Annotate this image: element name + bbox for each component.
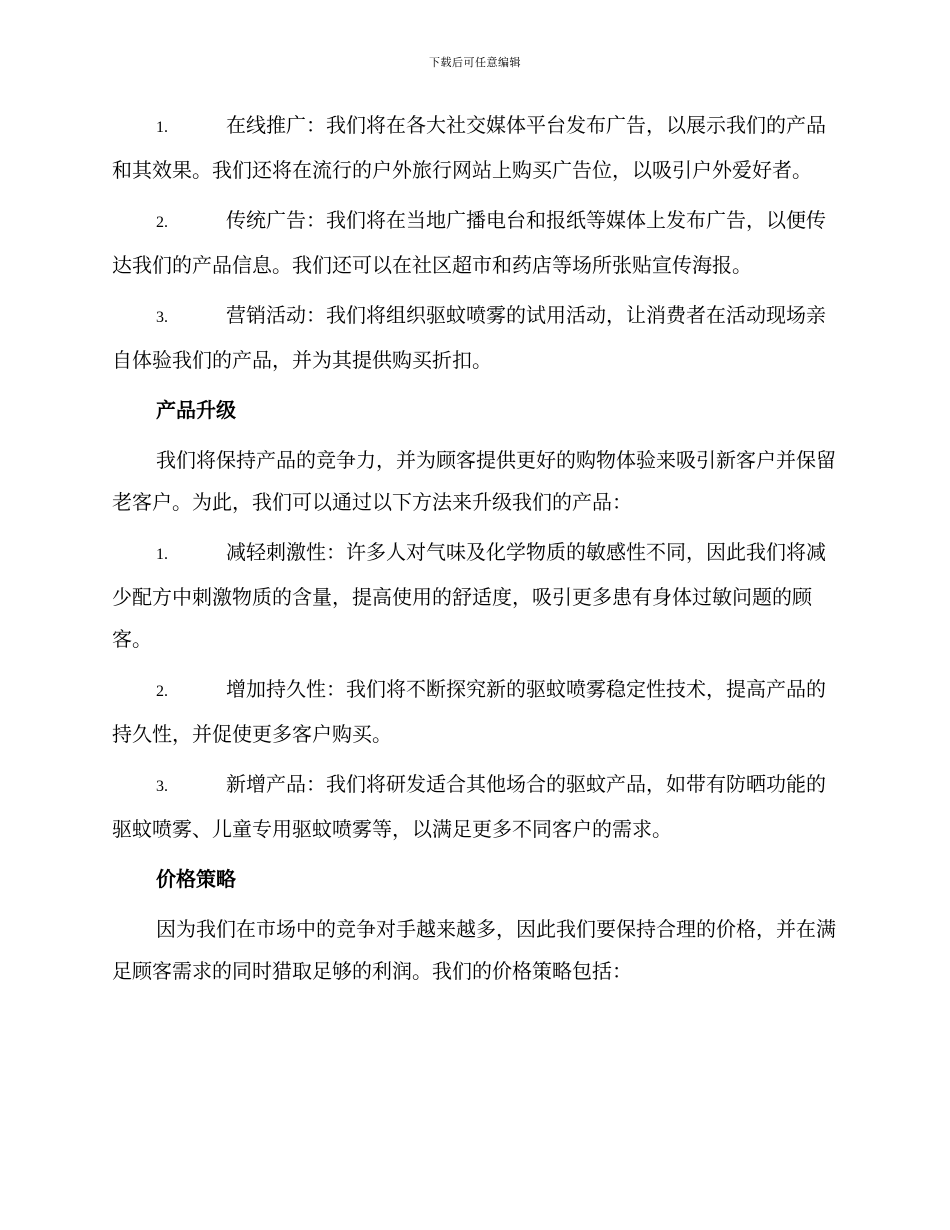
- list-number: 3.: [156, 309, 168, 326]
- list-item-text: 营销活动：我们将组织驱蚊喷雾的试用活动，让消费者在活动现场亲自体验我们的产品，并为其提供购买折扣。: [112, 303, 826, 372]
- list-number: 3.: [156, 778, 168, 795]
- list-item-text: 在线推广：我们将在各大社交媒体平台发布广告，以展示我们的产品和其效果。我们还将在流行的户外旅行网站上购买广告位，以吸引户外爱好者。: [112, 113, 826, 182]
- section-heading-upgrade: 产品升级: [156, 398, 236, 422]
- paragraph-upgrade-intro: 我们将保持产品的竞争力，并为顾客提供更好的购物体验来吸引新客户并保留老客户。为此，我们可以通过以下方法来升级我们的产品：: [112, 448, 836, 514]
- list-item-text: 减轻刺激性：许多人对气味及化学物质的敏感性不同，因此我们将减少配方中刺激物质的含量，提高使用的舒适度，吸引更多患有身体过敏问题的顾客。: [112, 540, 826, 651]
- page-header: 下载后可任意编辑: [429, 56, 521, 69]
- list-item: [112, 668, 836, 755]
- list-item: [112, 763, 836, 850]
- list-number: 2.: [156, 214, 168, 231]
- document-body: [112, 104, 836, 1000]
- list-item-text: 传统广告：我们将在当地广播电台和报纸等媒体上发布广告，以便传达我们的产品信息。我们还可以在社区超市和药店等场所张贴宣传海报。: [112, 208, 826, 277]
- list-number: 1.: [156, 119, 168, 136]
- list-number: 2.: [156, 683, 168, 700]
- list-item: [112, 104, 836, 191]
- paragraph-price-intro: 因为我们在市场中的竞争对手越来越多，因此我们要保持合理的价格，并在满足顾客需求的同时猎取足够的利润。我们的价格策略包括：: [112, 917, 836, 983]
- list-item: [112, 294, 836, 381]
- list-number: 1.: [156, 546, 168, 563]
- section-heading-price: 价格策略: [156, 867, 236, 891]
- list-item-text: 新增产品：我们将研发适合其他场合的驱蚊产品，如带有防晒功能的驱蚊喷雾、儿童专用驱蚊喷雾等，以满足更多不同客户的需求。: [112, 772, 826, 841]
- list-item: [112, 531, 836, 660]
- list-item-text: 增加持久性：我们将不断探究新的驱蚊喷雾稳定性技术，提高产品的持久性，并促使更多客户购买。: [112, 677, 826, 746]
- list-item: [112, 199, 836, 286]
